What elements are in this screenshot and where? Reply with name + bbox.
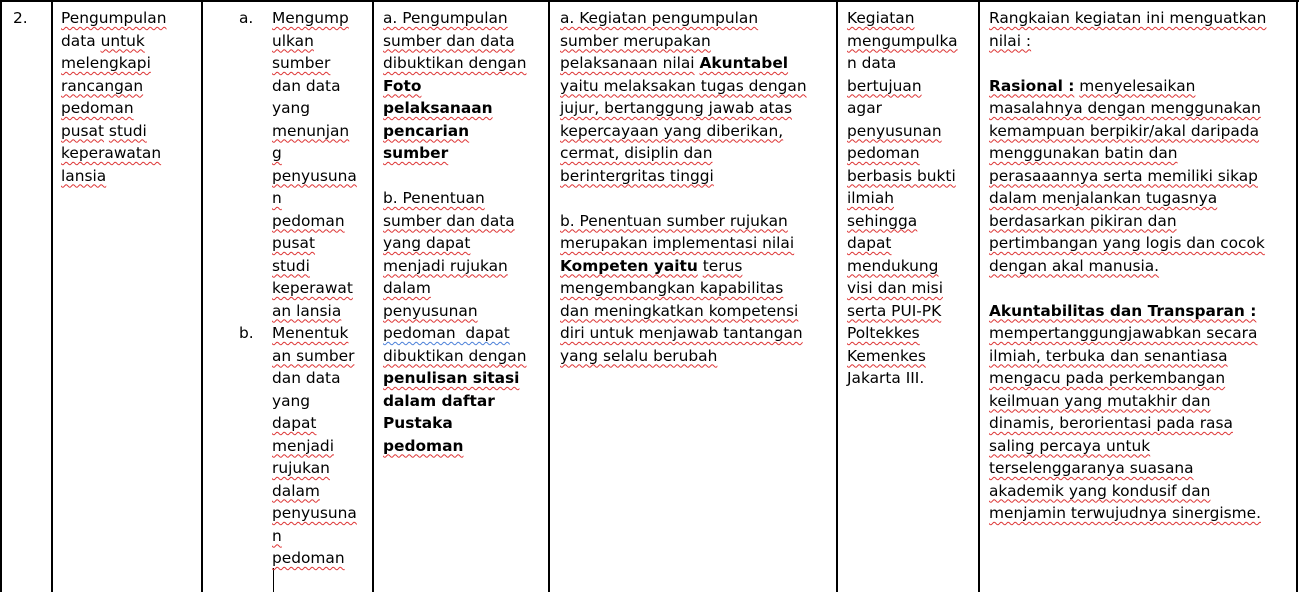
output-cell [383, 7, 546, 457]
column-border [1296, 0, 1298, 592]
output-b: b. Penentuan sumber dan data yang dapat menjadi rujukan dalam penyusunan pedoman dapat dibuktikan dengan penulisan sitasi dalam daftar Pustaka pedoman [383, 189, 527, 455]
column-border [836, 0, 838, 592]
rasional-section: Rasional : menyelesaikan masalahnya dengan menggunakan kemampuan berpikir/akal daripada menggunakan batin dan perasaaannya serta memiliki sikap dalam menjalankan tugasnya berdasarkan pikiran dan pertimbangan yang logis dan cocok dengan akal manusia. [989, 76, 1265, 275]
tahapan-cell [239, 7, 370, 570]
nilai-cell [560, 7, 834, 367]
nilai-a: a. Kegiatan pengumpulan sumber merupakan pelaksanaan nilai Akuntabel yaitu melaksakan tugas dengan jujur, bertanggung jawab atas kepercayaan yang diberikan, cermat, disiplin dan berintergritas tinggi [560, 9, 807, 185]
column-border [0, 0, 2, 592]
nilai-b: b. Penentuan sumber rujukan merupakan implementasi nilai Kompeten yaitu terus mengembangkan kapabilitas dan meningkatkan kompetensi diri untuk menjawab tantangan yang selalu berubah [560, 211, 803, 365]
penguatan-cell [989, 7, 1294, 525]
text-cursor [273, 568, 274, 592]
akuntabilitas-section: Akuntabilitas dan Transparan : mempertanggungjawabkan secara ilmiah, terbuka dan senantiasa mengacu pada perkembangan keilmuan yang mutakhir dan dinamis, berorientasi pada rasa saling percaya untuk terselenggaranya suasana akademik yang kondusif dan menjamin terwujudnya sinergisme. [989, 301, 1261, 522]
list-item: a. Mengump ulkan sumber dan data yang menunjan g penyusuna n pedoman pusat studi keperawat an lansia [239, 9, 357, 320]
tujuan-text: Kegiatan mengumpulka n data bertujuan agar penyusunan pedoman berbasis bukti ilmiah sehingga dapat mendukung visi dan misi serta PUI-PK Poltekkes Kemenkes Jakarta III. [847, 9, 958, 387]
table-top-border [0, 0, 1299, 2]
output-a: a. Pengumpulan sumber dan data dibuktikan dengan Foto pelaksanaan pencarian sumber [383, 9, 527, 162]
akuntabilitas-heading: Akuntabilitas dan Transparan : [989, 301, 1257, 320]
tujuan-cell [847, 7, 976, 390]
column-border [372, 0, 374, 592]
column-border [201, 0, 203, 592]
kegiatan-cell [61, 7, 199, 187]
column-border [978, 0, 980, 592]
row-number-cell [13, 7, 49, 30]
rasional-heading: Rasional : [989, 76, 1075, 95]
column-border [51, 0, 53, 592]
list-item: b. Menentuk an sumber dan data yang dapat menjadi rujukan dalam penyusuna n pedoman [239, 324, 357, 567]
penguatan-intro: Rangkaian kegiatan ini menguatkan nilai : [989, 9, 1267, 50]
column-border [548, 0, 550, 592]
row-number: 2. [13, 9, 28, 27]
kegiatan-text: Pengumpulan data untuk melengkapi rancangan pedoman pusat studi keperawatan lansia [61, 9, 167, 185]
